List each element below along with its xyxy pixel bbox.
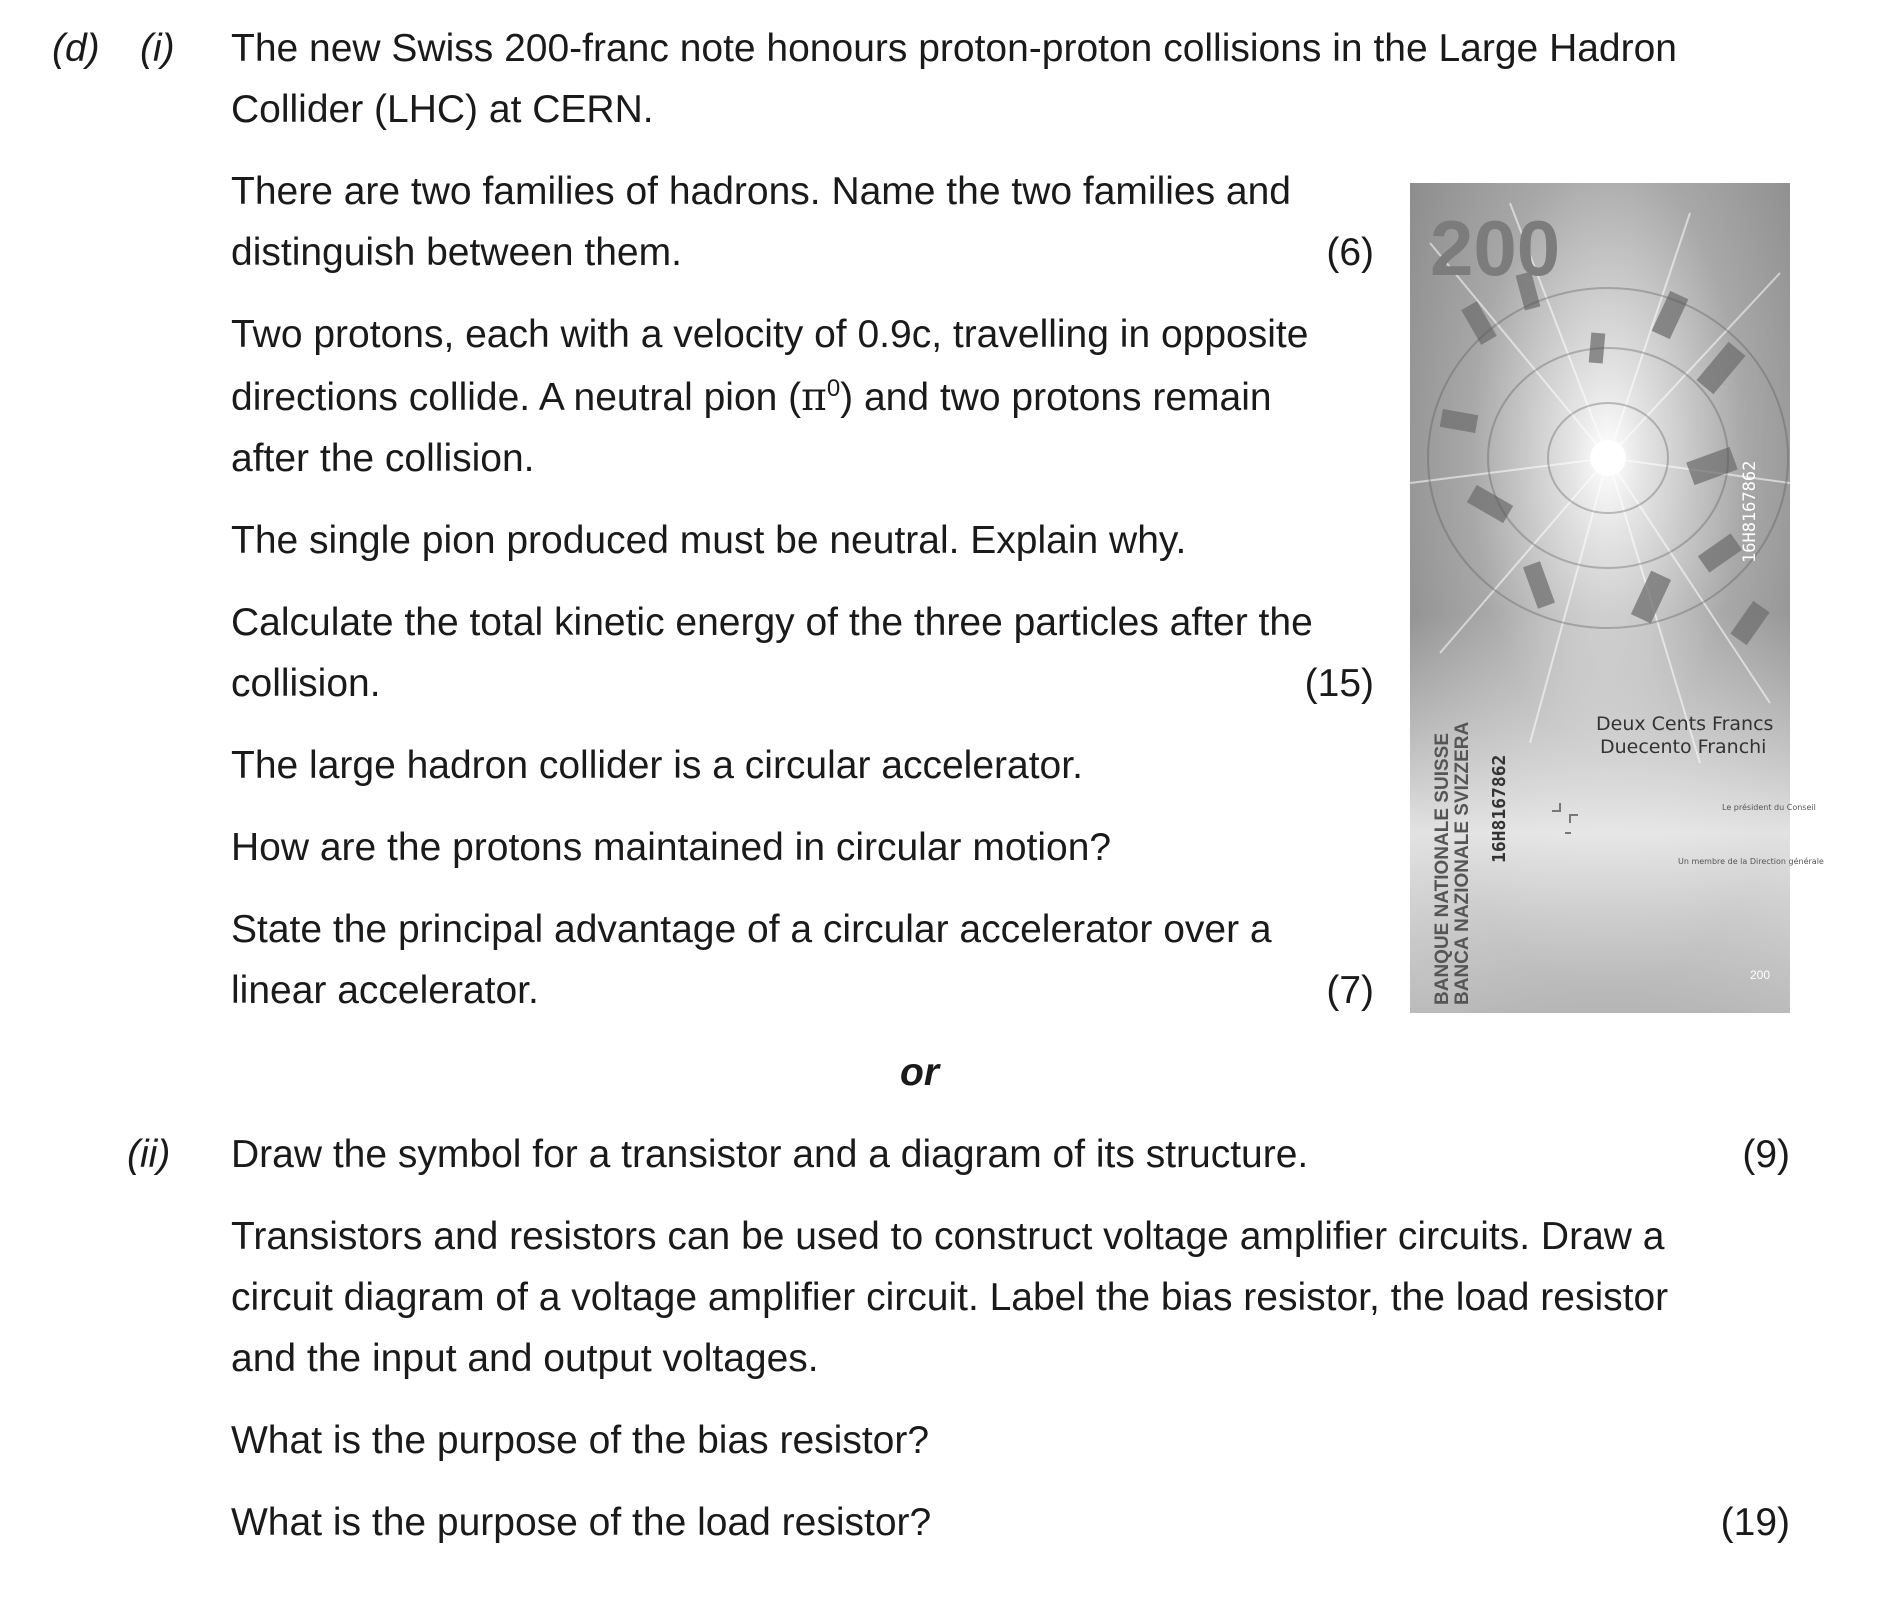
banknote-graphic bbox=[1410, 183, 1824, 1013]
intro-line-1: The new Swiss 200-franc note honours proton-proton collisions in the Large Hadron bbox=[231, 27, 1677, 70]
name-italian: Duecento Franchi bbox=[1600, 736, 1767, 758]
part-label: (d) bbox=[52, 27, 100, 70]
transistor-symbol-question: Draw the symbol for a transistor and a diagram of its structure. bbox=[231, 1133, 1309, 1176]
pion-question: The single pion produced must be neutral. Explain why. bbox=[231, 519, 1187, 562]
ke-question-line-2: collision. bbox=[231, 662, 381, 705]
lhc-statement: The large hadron collider is a circular accelerator. bbox=[231, 744, 1083, 787]
advantage-question-line-2: linear accelerator. bbox=[231, 969, 539, 1012]
bias-resistor-question: What is the purpose of the bias resistor? bbox=[231, 1419, 930, 1462]
amplifier-question-line-1: Transistors and resistors can be used to construct voltage amplifier circuits. Draw a bbox=[231, 1215, 1665, 1258]
serial-vertical-right: 16H8167862 bbox=[1740, 460, 1760, 563]
marks-final: (19) bbox=[1720, 1501, 1790, 1544]
hadrons-question-line-1: There are two families of hadrons. Name the two families and bbox=[231, 170, 1291, 213]
or-separator: or bbox=[900, 1051, 939, 1094]
collision-point bbox=[1590, 440, 1626, 476]
marks-hadrons: (6) bbox=[1326, 231, 1374, 274]
amplifier-question-line-3: and the input and output voltages. bbox=[231, 1337, 819, 1380]
protons-question-line-1: Two protons, each with a velocity of 0.9c, travelling in opposite bbox=[231, 313, 1309, 356]
amplifier-question-line-2: circuit diagram of a voltage amplifier circuit. Label the bias resistor, the load resistor bbox=[231, 1276, 1669, 1319]
intro-line-2: Collider (LHC) at CERN. bbox=[231, 88, 654, 131]
protons-question-line-3: after the collision. bbox=[231, 437, 535, 480]
pi-symbol: π bbox=[801, 375, 827, 420]
director-text: Un membre de la Direction générale bbox=[1678, 857, 1824, 866]
serial-vertical-left: 16H8167862 bbox=[1489, 754, 1510, 863]
marks-ke: (15) bbox=[1304, 662, 1374, 705]
banknote-image bbox=[1410, 183, 1824, 1013]
denomination-small: 200 bbox=[1750, 968, 1771, 982]
protons-question-line-2 bbox=[231, 367, 1272, 428]
pi-superscript: 0 bbox=[826, 375, 841, 402]
hadrons-question-line-2: distinguish between them. bbox=[231, 231, 682, 274]
bank-name-french: BANQUE NATIONALE SUISSE bbox=[1432, 732, 1453, 1005]
protons-line-2-end: ) and two protons remain bbox=[840, 376, 1272, 419]
bank-name-italian: BANCA NAZIONALE SVIZZERA bbox=[1452, 721, 1473, 1005]
denomination-large: 200 bbox=[1430, 204, 1561, 292]
marks-transistor: (9) bbox=[1742, 1133, 1790, 1176]
ke-question-line-1: Calculate the total kinetic energy of the three particles after the bbox=[231, 601, 1313, 644]
marks-advantage: (7) bbox=[1326, 969, 1374, 1012]
name-french: Deux Cents Francs bbox=[1596, 713, 1774, 735]
president-text: Le président du Conseil bbox=[1722, 803, 1816, 812]
subpart-ii-label: (ii) bbox=[127, 1133, 171, 1176]
subpart-i-label: (i) bbox=[140, 27, 175, 70]
circular-motion-question: How are the protons maintained in circular motion? bbox=[231, 826, 1112, 869]
advantage-question-line-1: State the principal advantage of a circular accelerator over a bbox=[231, 908, 1272, 951]
protons-line-2-start: directions collide. A neutral pion ( bbox=[231, 376, 802, 419]
load-resistor-question: What is the purpose of the load resistor? bbox=[231, 1501, 932, 1544]
